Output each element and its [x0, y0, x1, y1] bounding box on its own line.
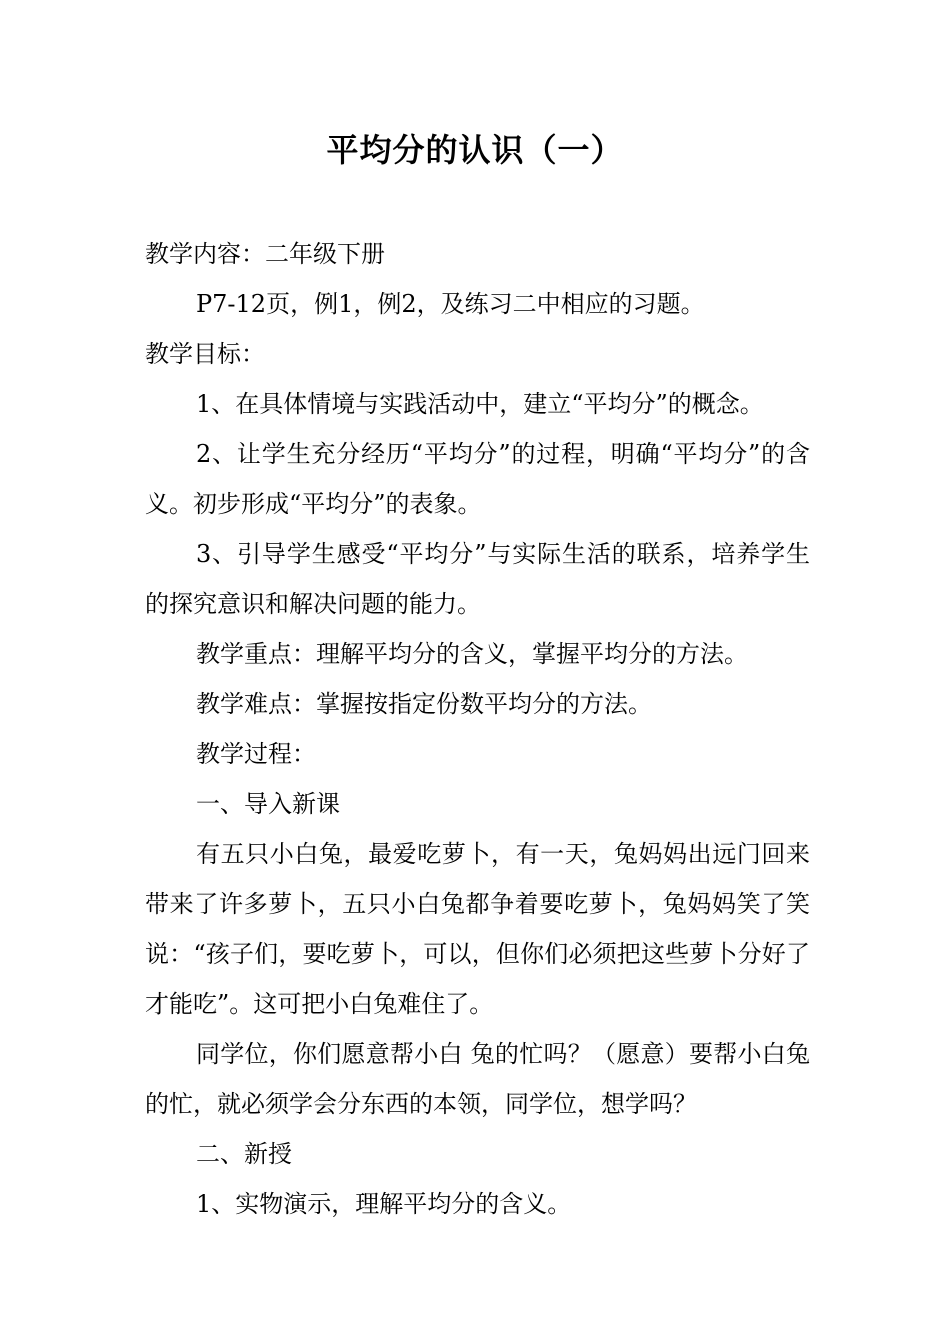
paragraph-teaching-content: 教学内容：二年级下册 [145, 240, 385, 268]
paragraph-story: 有五只小白兔，最爱吃萝卜，有一天，兔妈妈出远门回来带来了许多萝卜，五只小白兔都争着要吃萝卜，兔妈妈笑了笑说：“孩子们，要吃萝卜，可以，但你们必须把这些萝卜分好了才能吃”。这可把小白兔难住了。 [145, 840, 810, 1018]
paragraph-objectives-heading: 教学目标： [145, 340, 265, 368]
paragraph-section-1-heading: 一、导入新课 [196, 790, 340, 818]
paragraph-objective-2: 2、让学生充分经历“平均分”的过程，明确“平均分”的含义。初步形成“平均分”的表象。 [145, 440, 810, 518]
paragraph-step-1: 1、实物演示，理解平均分的含义。 [196, 1190, 572, 1218]
paragraph-question: 同学位，你们愿意帮小白 兔的忙吗？（愿意）要帮小白兔的忙，就必须学会分东西的本领，同学位，想学吗？ [145, 1040, 810, 1118]
paragraph-objective-3: 3、引导学生感受“平均分”与实际生活的联系，培养学生的探究意识和解决问题的能力。 [145, 540, 810, 618]
paragraph-key-point: 教学重点：理解平均分的含义，掌握平均分的方法。 [196, 640, 748, 668]
paragraph-section-2-heading: 二、新授 [196, 1140, 292, 1168]
document-body [145, 229, 810, 1229]
paragraph-process-heading: 教学过程： [196, 740, 316, 768]
document-title: 平均分的认识（一） [326, 131, 624, 169]
paragraph-pages: P7-12页，例1，例2，及练习二中相应的习题。 [196, 290, 705, 318]
paragraph-difficulty: 教学难点：掌握按指定份数平均分的方法。 [196, 690, 652, 718]
paragraph-objective-1: 1、在具体情境与实践活动中，建立“平均分”的概念。 [196, 390, 764, 418]
